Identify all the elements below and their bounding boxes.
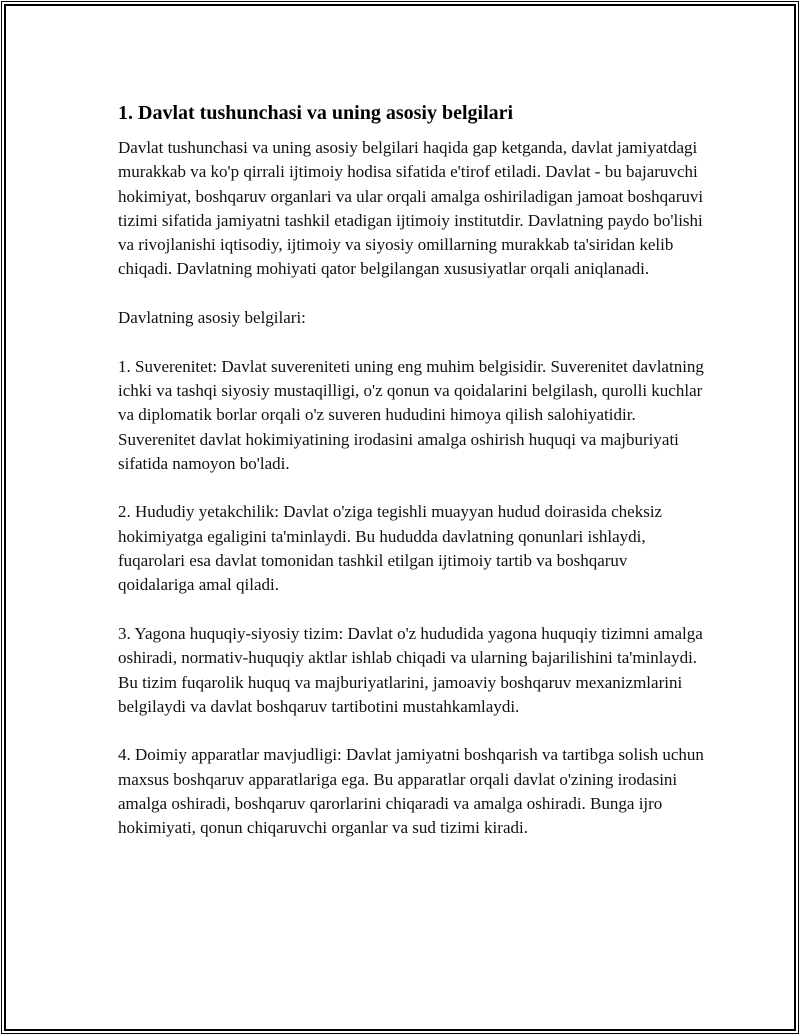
page-frame [4,4,796,1031]
feature-apparatus-paragraph: 4. Doimiy apparatlar mavjudligi: Davlat jamiyatni boshqarish va tartibga solish uchun maxsus boshqaruv apparatlariga ega. Bu apparatlar orqali davlat o'zining irodasini amalga oshiradi, boshqaruv qarorlarini chiqaradi va amalga oshiradi. Bunga ijro hokimiyati, qonun chiqaruvchi organlar va sud tizimi kiradi. [118,745,704,838]
document-body [118,92,708,865]
feature-sovereignty-paragraph: 1. Suverenitet: Davlat suvereniteti uning eng muhim belgisidir. Suverenitet davlatning ichki va tashqi siyosiy mustaqilligi, o'z qonun va qoidalarini belgilash, qurolli kuchlar va diplomatik borlar orqali o'z suveren hududini himoya qilish salohiyatidir. Suverenitet davlat hokimiyatining irodasini amalga oshirish huquqi va majburiyati sifatida namoyon bo'ladi. [118,356,704,473]
features-heading-paragraph: Davlatning asosiy belgilari: [118,308,306,328]
document-title: 1. Davlat tushunchasi va uning asosiy belgilari [118,102,514,124]
feature-territory-paragraph: 2. Hududiy yetakchilik: Davlat o'ziga tegishli muayyan hudud doirasida cheksiz hokimiyatga egaligini ta'minlaydi. Bu hududda davlatning qonunlari ishlaydi, fuqarolari esa davlat tomonidan tashkil etilgan ijtimoiy tartib va boshqaruv qoidalariga amal qiladi. [118,502,663,595]
intro-paragraph: Davlat tushunchasi va uning asosiy belgilari haqida gap ketganda, davlat jamiyatdagi murakkab va ko'p qirrali ijtimoiy hodisa sifatida e'tirof etiladi. Davlat - bu bajaruvchi hokimiyat, boshqaruv organlari va ular orqali amalga oshiriladigan jamoat boshqaruvi tizimi sifatida jamiyatni tashkil etadigan ijtimoiy institutdir. Davlatning paydo bo'lishi va rivojlanishi iqtisodiy, ijtimoiy va siyosiy omillarning murakkab ta'siridan kelib chiqadi. Davlatning mohiyati qator belgilangan xususiyatlar orqali aniqlanadi. [118,138,704,279]
feature-legal-system-paragraph: 3. Yagona huquqiy-siyosiy tizim: Davlat o'z hududida yagona huquqiy tizimni amalga oshiradi, normativ-huquqiy aktlar ishlab chiqadi va ularning bajarilishini ta'minlaydi. Bu tizim fuqarolik huquq va majburiyatlarini, jamoaviy boshqaruv mexanizmlarini belgilaydi va davlat boshqaruv tartibotini mustahkamlaydi. [118,623,703,716]
